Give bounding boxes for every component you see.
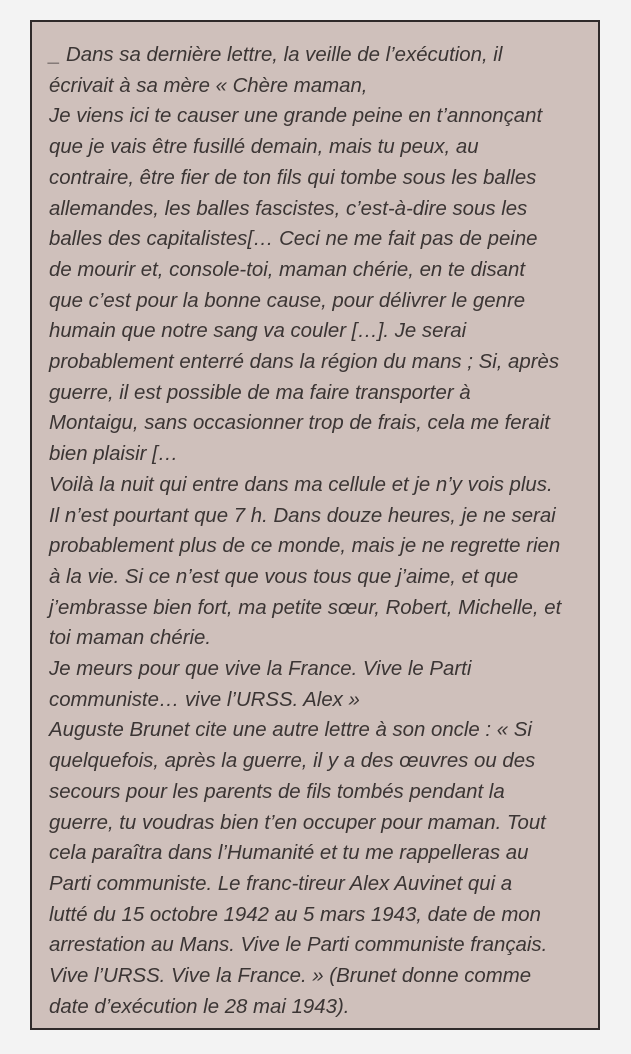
letter-line: balles des capitalistes[… Ceci ne me fait pas de peine: [49, 228, 538, 251]
letter-line: de mourir et, console-toi, maman chérie, en te disant: [49, 258, 526, 281]
letter-line: Parti communiste. Le franc-tireur Alex Auvinet qui a: [49, 872, 513, 895]
letter-line: communiste… vive l’URSS. Alex »: [49, 688, 360, 711]
letter-line: à la vie. Si ce n’est que vous tous que j’aime, et que: [49, 565, 519, 588]
letter-line: Je meurs pour que vive la France. Vive le Parti: [49, 658, 472, 681]
letter-line: date d’exécution le 28 mai 1943).: [49, 995, 350, 1018]
letter-line: humain que notre sang va couler […]. Je serai: [49, 320, 467, 343]
letter-line: Montaigu, sans occasionner trop de frais, cela me ferait: [49, 412, 550, 435]
letter-line: Je viens ici te causer une grande peine en t’annonçant: [49, 105, 543, 128]
letter-line: probablement plus de ce monde, mais je ne regrette rien: [49, 535, 561, 558]
letter-line: arrestation au Mans. Vive le Parti communiste français.: [49, 934, 548, 957]
letter-line: guerre, il est possible de ma faire transporter à: [49, 381, 471, 404]
letter-line: allemandes, les balles fascistes, c’est-à-dire sous les: [49, 197, 528, 220]
letter-line: Voilà la nuit qui entre dans ma cellule et je n’y vois plus.: [49, 473, 553, 496]
letter-line: contraire, être fier de ton fils qui tombe sous les balles: [49, 166, 537, 189]
letter-line: secours pour les parents de fils tombés pendant la: [49, 780, 505, 803]
letter-line: lutté du 15 octobre 1942 au 5 mars 1943, date de mon: [49, 903, 541, 926]
letter-line: _ Dans sa dernière lettre, la veille de l’exécution, il: [49, 44, 503, 66]
letter-line: Il n’est pourtant que 7 h. Dans douze heures, je ne serai: [49, 504, 556, 527]
letter-line: probablement enterré dans la région du mans ; Si, après: [49, 351, 560, 374]
letter-line: que c’est pour la bonne cause, pour délivrer le genre: [49, 289, 526, 312]
letter-line: que je vais être fusillé demain, mais tu peux, au: [49, 136, 479, 159]
letter-line: Vive l’URSS. Vive la France. » (Brunet donne comme: [49, 965, 532, 988]
letter-line: cela paraîtra dans l’Humanité et tu me rappelleras au: [49, 842, 529, 865]
letter-line: guerre, tu voudras bien t’en occuper pour maman. Tout: [49, 811, 546, 834]
quote-box: [30, 20, 600, 1030]
letter-line: toi maman chérie.: [49, 627, 212, 650]
letter-line: bien plaisir […: [49, 443, 179, 466]
letter-line: j’embrasse bien fort, ma petite sœur, Robert, Michelle, et: [49, 596, 562, 619]
letter-line: écrivait à sa mère « Chère maman,: [49, 74, 368, 97]
letter-text: [49, 40, 586, 1023]
letter-line: quelquefois, après la guerre, il y a des œuvres ou des: [49, 750, 536, 773]
letter-line: Auguste Brunet cite une autre lettre à son oncle : « Si: [49, 719, 532, 742]
